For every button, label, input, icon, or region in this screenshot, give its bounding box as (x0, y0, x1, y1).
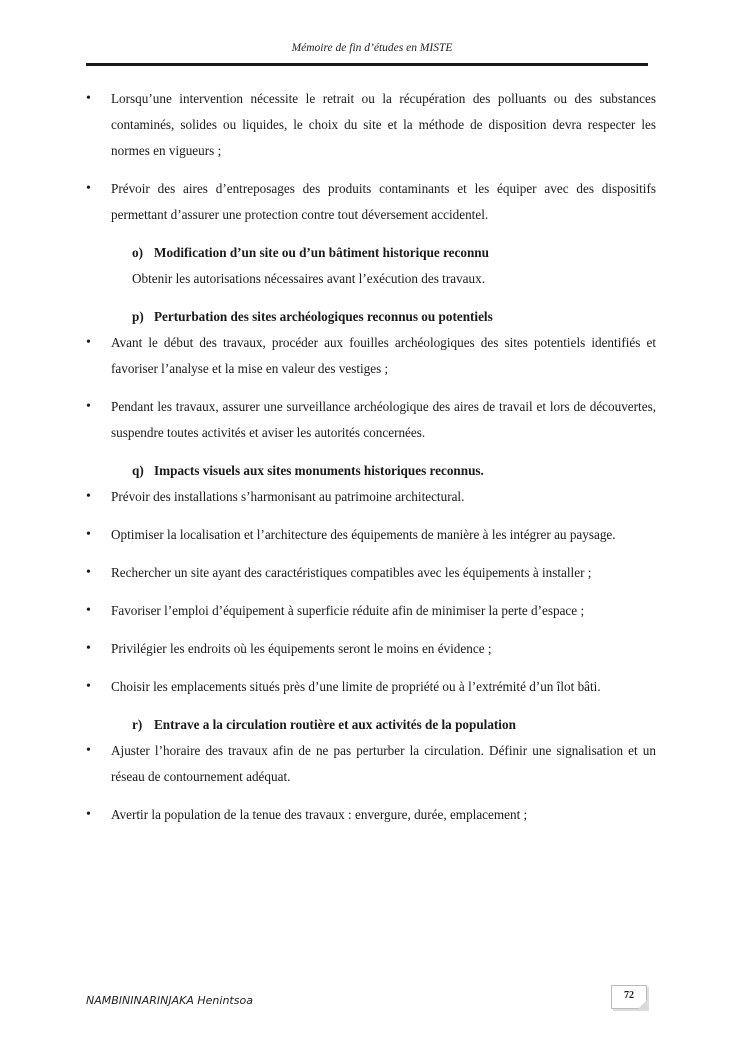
section-letter: q) (132, 463, 144, 478)
header-rule (86, 63, 648, 66)
bullet-item: • Prévoir des aires d’entreposages des produits contaminants et les équiper avec des dispositifs permettant d’assurer une protection contre tout déversement accidentel. (86, 176, 656, 228)
section-heading-text: Modification d’un site ou d’un bâtiment historique reconnu (154, 245, 489, 260)
bullet-item: • Ajuster l’horaire des travaux afin de ne pas perturber la circulation. Définir une signalisation et un réseau de contournement adéquat. (86, 738, 656, 790)
bullet-item: • Avant le début des travaux, procéder aux fouilles archéologiques des sites potentiels identifiés et favoriser l’analyse et la mise en valeur des vestiges ; (86, 330, 656, 382)
section-heading-q (86, 458, 656, 484)
bullet-item: • Optimiser la localisation et l’architecture des équipements de manière à les intégrer au paysage. (86, 522, 656, 548)
section-text: Obtenir les autorisations nécessaires avant l’exécution des travaux. (132, 271, 486, 286)
section-heading-o (86, 240, 656, 266)
page-header-title: Mémoire de fin d’études en MISTE (291, 42, 453, 54)
section-heading-r (86, 712, 656, 738)
section-heading-p (86, 304, 656, 330)
footer-author: NAMBININARINJAKA Henintsoa (86, 994, 253, 1007)
bullet-item: • Pendant les travaux, assurer une surveillance archéologique des aires de travail et lors de découvertes, suspendre toutes activités et aviser les autorités concernées. (86, 394, 656, 446)
bullet-item: • Prévoir des installations s’harmonisant au patrimoine architectural. (86, 484, 656, 510)
page-body (86, 86, 656, 828)
section-heading-text: Impacts visuels aux sites monuments historiques reconnus. (154, 463, 484, 478)
page-number: 72 (611, 985, 647, 1009)
bullet-item: • Privilégier les endroits où les équipements seront le moins en évidence ; (86, 636, 656, 662)
section-letter: r) (132, 717, 143, 732)
section-heading-text: Entrave a la circulation routière et aux activités de la population (154, 717, 516, 732)
bullet-item: • Lorsqu’une intervention nécessite le retrait ou la récupération des polluants ou des substances contaminés, solides ou liquides, le choix du site et la méthode de disposition devra respecter les normes en vigueurs ; (86, 86, 656, 164)
bullet-item: • Avertir la population de la tenue des travaux : envergure, durée, emplacement ; (86, 802, 656, 828)
section-letter: p) (132, 309, 144, 324)
section-letter: o) (132, 245, 143, 260)
bullet-item: • Choisir les emplacements situés près d’une limite de propriété ou à l’extrémité d’un îlot bâti. (86, 674, 656, 700)
bullet-item: • Rechercher un site ayant des caractéristiques compatibles avec les équipements à installer ; (86, 560, 656, 586)
bullet-item: • Favoriser l’emploi d’équipement à superficie réduite afin de minimiser la perte d’espace ; (86, 598, 656, 624)
section-heading-text: Perturbation des sites archéologiques reconnus ou potentiels (154, 309, 493, 324)
